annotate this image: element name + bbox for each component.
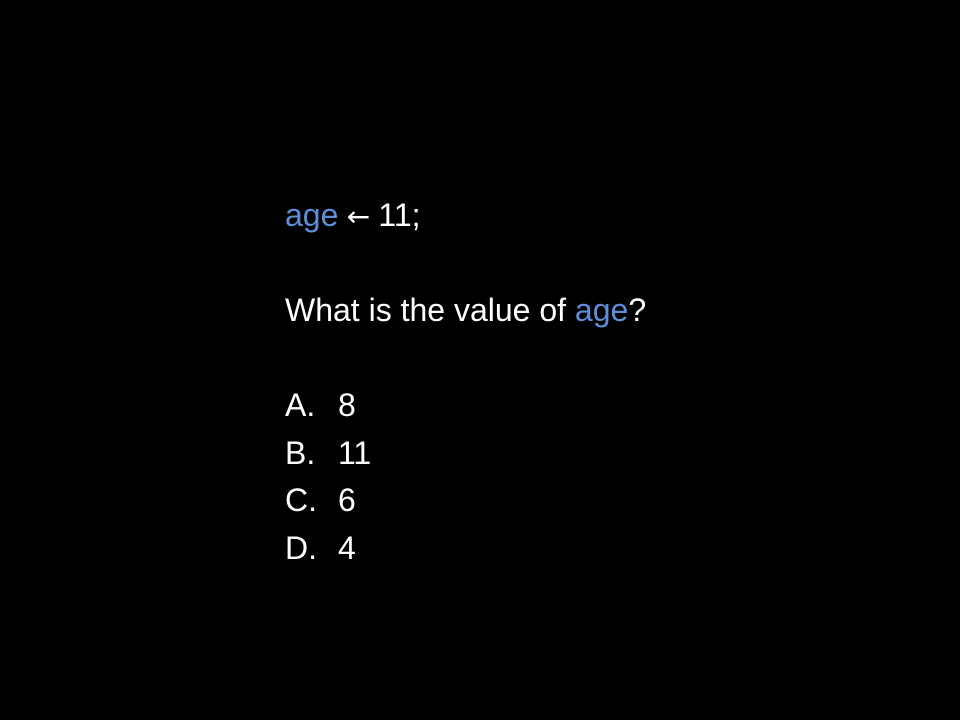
- question-suffix: ?: [628, 292, 647, 328]
- statement-value: 11;: [378, 197, 421, 233]
- option-letter: A.: [285, 387, 316, 423]
- question-variable: age: [574, 292, 629, 328]
- option-letter: D.: [285, 529, 317, 566]
- option-letter: B.: [285, 434, 316, 471]
- option-letter: C.: [285, 482, 317, 518]
- assignment-statement: [285, 192, 646, 240]
- spacer: [285, 240, 646, 288]
- statement-variable: age: [285, 197, 339, 233]
- question-text: [285, 287, 646, 335]
- option-value: 6: [338, 482, 356, 518]
- option-value: 8: [338, 387, 356, 423]
- option-c: [285, 477, 646, 525]
- spacer: [285, 335, 646, 383]
- assignment-arrow-icon: ←: [346, 200, 371, 233]
- slide-content: [285, 192, 646, 572]
- option-value: 11: [338, 434, 372, 471]
- option-b: [285, 430, 646, 478]
- question-prefix: What is the value of: [285, 292, 575, 328]
- option-a: [285, 382, 646, 430]
- option-d: [285, 525, 646, 573]
- option-value: 4: [338, 529, 356, 566]
- answer-options: [285, 382, 646, 572]
